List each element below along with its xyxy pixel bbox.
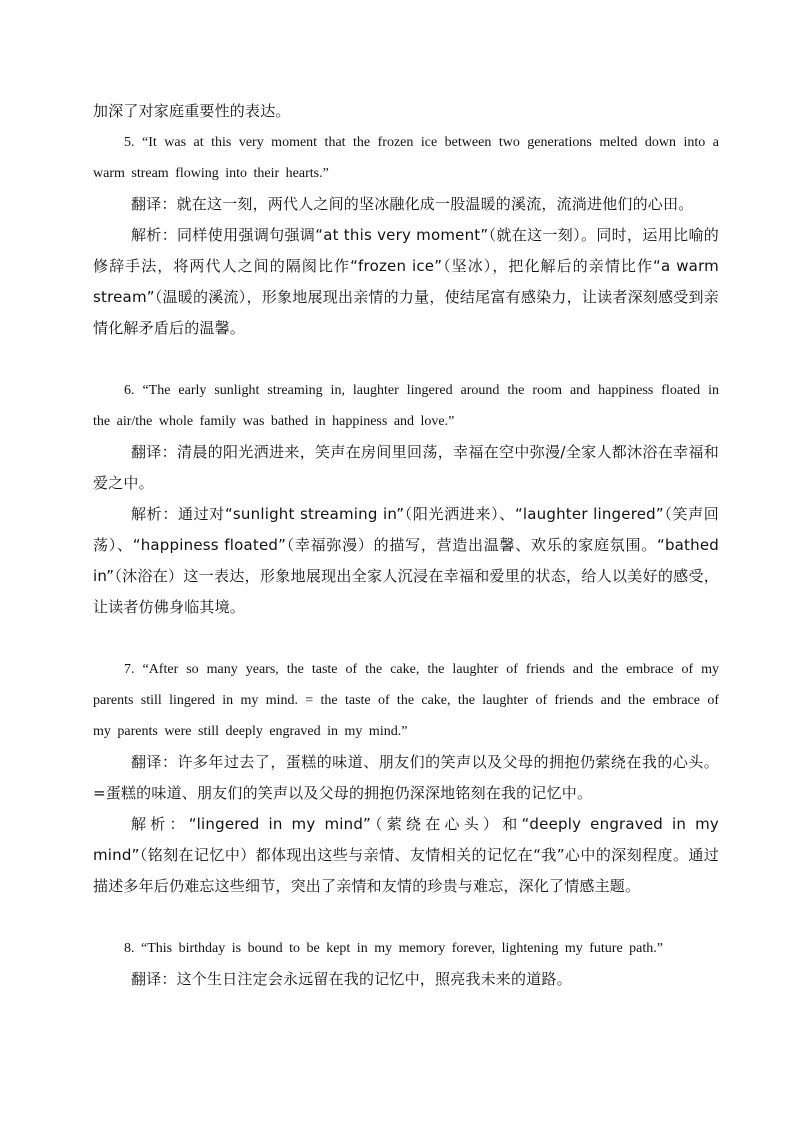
- translation-text: 翻译：这个生日注定会永远留在我的记忆中，照亮我未来的道路。: [131, 970, 572, 988]
- english-sentence: 7. “After so many years, the taste of the cake, the laughter of friends and the embrace of my parents still lingered in my mind. = the taste of the cake, the laughter of friends and the embrace of my parents were still deeply engraved in my mind.”: [93, 662, 719, 739]
- sentence-block-8: [93, 933, 719, 995]
- translation-text: 翻译：许多年过去了，蛋糕的味道、朋友们的笑声以及父母的拥抱仍萦绕在我的心头。=蛋糕的味道、朋友们的笑声以及父母的拥抱仍深深地铭刻在我的记忆中。: [93, 753, 719, 802]
- sentence-block-6: [93, 375, 719, 623]
- english-sentence: 6. “The early sunlight streaming in, laughter lingered around the room and happiness floated in the air/the whole family was bathed in happiness and love.”: [93, 383, 719, 429]
- translation-text: 翻译：清晨的阳光洒进来，笑声在房间里回荡，幸福在空中弥漫/全家人都沐浴在幸福和爱之中。: [93, 443, 719, 492]
- english-sentence: 5. “It was at this very moment that the frozen ice between two generations melted down into a warm stream flowing into their hearts.”: [93, 135, 719, 181]
- paragraph-gap: [93, 344, 719, 375]
- paragraph-gap: [93, 902, 719, 933]
- sentence-block-5: [93, 127, 719, 344]
- lead-in-text: 加深了对家庭重要性的表达。: [93, 102, 291, 120]
- translation-text: 翻译：就在这一刻，两代人之间的坚冰融化成一股温暖的溪流，流淌进他们的心田。: [131, 195, 694, 213]
- analysis-text: 解析：“lingered in my mind”（萦绕在心头）和“deeply engraved in my mind”（铭刻在记忆中）都体现出这些与亲情、友情相关的记忆在“我”心中的深刻程度。通过描述多年后仍难忘这些细节，突出了亲情和友情的珍贵与难忘，深化了情感主题。: [93, 815, 719, 895]
- sentence-block-7: [93, 654, 719, 902]
- paragraph-gap: [93, 623, 719, 654]
- analysis-text: 解析：同样使用强调句强调“at this very moment”（就在这一刻）。同时，运用比喻的修辞手法，将两代人之间的隔阂比作“frozen ice”（坚冰），把化解后的亲情比作“a warm stream”（温暖的溪流），形象地展现出亲情的力量，使结尾富有感染力，让读者深刻感受到亲情化解矛盾后的温馨。: [93, 226, 719, 337]
- analysis-text: 解析：通过对“sunlight streaming in”（阳光洒进来）、“laughter lingered”（笑声回荡）、“happiness floated”（幸福弥漫）的描写，营造出温馨、欢乐的家庭氛围。“bathed in”（沐浴在）这一表达，形象地展现出全家人沉浸在幸福和爱里的状态，给人以美好的感受，让读者仿佛身临其境。: [93, 505, 719, 616]
- document-page: [93, 96, 719, 995]
- english-sentence: 8. “This birthday is bound to be kept in my memory forever, lightening my future path.”: [124, 941, 663, 956]
